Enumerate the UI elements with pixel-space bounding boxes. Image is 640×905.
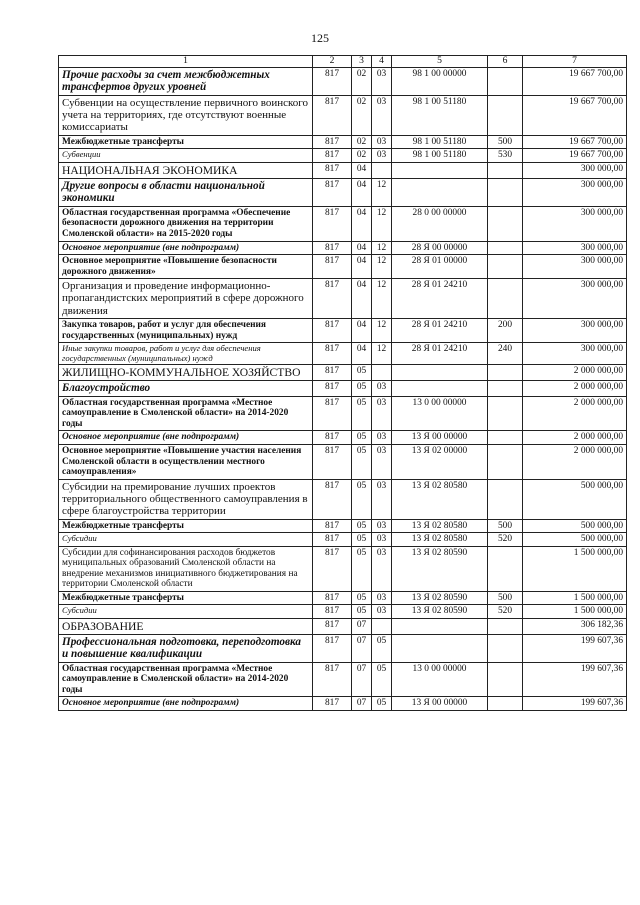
target-article-cell: 13 Я 02 80590	[392, 546, 488, 591]
ministry-code-cell: 817	[313, 343, 352, 365]
row-name-cell: Другие вопросы в области национальной экономики	[59, 178, 313, 206]
column-header: 3	[352, 56, 372, 68]
subsection-code-cell: 03	[372, 95, 392, 135]
expense-type-cell: 500	[488, 591, 523, 605]
section-code-cell: 05	[352, 396, 372, 431]
target-article-cell: 98 1 00 51180	[392, 95, 488, 135]
target-article-cell: 28 Я 00 00000	[392, 241, 488, 255]
page-number: 125	[311, 31, 329, 45]
amount-cell: 19 667 700,00	[523, 67, 627, 95]
expense-type-cell: 530	[488, 149, 523, 163]
table-row	[59, 319, 627, 343]
section-code-cell: 05	[352, 533, 372, 547]
ministry-code-cell: 817	[313, 605, 352, 619]
row-name-cell: Субвенции	[59, 149, 313, 163]
row-name-cell: Благоустройство	[59, 381, 313, 397]
expense-type-cell	[488, 479, 523, 519]
ministry-code-cell: 817	[313, 697, 352, 711]
expense-type-cell	[488, 279, 523, 319]
row-name-cell: ОБРАЗОВАНИЕ	[59, 618, 313, 634]
amount-cell: 199 607,36	[523, 697, 627, 711]
table-row	[59, 533, 627, 547]
ministry-code-cell: 817	[313, 135, 352, 149]
amount-cell: 500 000,00	[523, 533, 627, 547]
target-article-cell: 13 Я 02 80590	[392, 605, 488, 619]
section-code-cell: 04	[352, 279, 372, 319]
expense-type-cell	[488, 381, 523, 397]
section-code-cell: 05	[352, 479, 372, 519]
expense-type-cell	[488, 396, 523, 431]
ministry-code-cell: 817	[313, 162, 352, 178]
section-code-cell: 02	[352, 149, 372, 163]
amount-cell: 2 000 000,00	[523, 445, 627, 480]
row-name-cell: Основное мероприятие (вне подпрограмм)	[59, 697, 313, 711]
section-code-cell: 04	[352, 319, 372, 343]
row-name-cell: Иные закупки товаров, работ и услуг для обеспечения государственных (муниципальных) нужд	[59, 343, 313, 365]
row-name-cell: Межбюджетные трансферты	[59, 519, 313, 533]
amount-cell: 19 667 700,00	[523, 149, 627, 163]
subsection-code-cell: 03	[372, 135, 392, 149]
amount-cell: 300 000,00	[523, 178, 627, 206]
subsection-code-cell: 03	[372, 67, 392, 95]
table-row	[59, 479, 627, 519]
section-code-cell: 05	[352, 381, 372, 397]
subsection-code-cell	[372, 162, 392, 178]
target-article-cell	[392, 634, 488, 662]
expense-type-cell: 200	[488, 319, 523, 343]
expense-type-cell	[488, 618, 523, 634]
amount-cell: 199 607,36	[523, 634, 627, 662]
table-row	[59, 396, 627, 431]
section-code-cell: 04	[352, 255, 372, 279]
row-name-cell: Субсидии	[59, 533, 313, 547]
target-article-cell: 28 Я 01 24210	[392, 279, 488, 319]
expense-type-cell	[488, 178, 523, 206]
amount-cell: 300 000,00	[523, 241, 627, 255]
table-body	[59, 67, 627, 710]
amount-cell: 500 000,00	[523, 479, 627, 519]
target-article-cell: 13 Я 00 00000	[392, 431, 488, 445]
table-row	[59, 149, 627, 163]
amount-cell: 300 000,00	[523, 162, 627, 178]
table-row	[59, 95, 627, 135]
section-code-cell: 02	[352, 135, 372, 149]
ministry-code-cell: 817	[313, 431, 352, 445]
ministry-code-cell: 817	[313, 319, 352, 343]
subsection-code-cell: 12	[372, 343, 392, 365]
section-code-cell: 05	[352, 445, 372, 480]
ministry-code-cell: 817	[313, 634, 352, 662]
subsection-code-cell: 03	[372, 479, 392, 519]
amount-cell: 2 000 000,00	[523, 431, 627, 445]
amount-cell: 1 500 000,00	[523, 546, 627, 591]
section-code-cell: 04	[352, 162, 372, 178]
section-code-cell: 05	[352, 591, 372, 605]
subsection-code-cell: 12	[372, 319, 392, 343]
row-name-cell: Областная государственная программа «Обеспечение безопасности дорожного движения на территории Смоленской области» на 2015-2020 годы	[59, 206, 313, 241]
expense-type-cell	[488, 95, 523, 135]
section-code-cell: 07	[352, 697, 372, 711]
row-name-cell: Субсидии на премирование лучших проектов территориального общественного самоуправления в сфере благоустройства территории	[59, 479, 313, 519]
target-article-cell: 98 1 00 51180	[392, 149, 488, 163]
target-article-cell: 28 Я 01 00000	[392, 255, 488, 279]
row-name-cell: Профессиональная подготовка, переподготовка и повышение квалификации	[59, 634, 313, 662]
table-row	[59, 546, 627, 591]
expense-type-cell: 240	[488, 343, 523, 365]
ministry-code-cell: 817	[313, 95, 352, 135]
amount-cell: 300 000,00	[523, 255, 627, 279]
section-code-cell: 07	[352, 662, 372, 697]
target-article-cell	[392, 162, 488, 178]
amount-cell: 300 000,00	[523, 279, 627, 319]
target-article-cell: 13 Я 02 80580	[392, 479, 488, 519]
target-article-cell	[392, 365, 488, 381]
row-name-cell: ЖИЛИЩНО-КОММУНАЛЬНОЕ ХОЗЯЙСТВО	[59, 365, 313, 381]
row-name-cell: Основное мероприятие (вне подпрограмм)	[59, 431, 313, 445]
ministry-code-cell: 817	[313, 255, 352, 279]
table-row	[59, 431, 627, 445]
row-name-cell: Областная государственная программа «Местное самоуправление в Смоленской области» на 2014-2020 годы	[59, 396, 313, 431]
subsection-code-cell: 03	[372, 605, 392, 619]
table-row	[59, 381, 627, 397]
target-article-cell: 13 Я 02 00000	[392, 445, 488, 480]
subsection-code-cell: 03	[372, 591, 392, 605]
section-code-cell: 07	[352, 618, 372, 634]
target-article-cell: 28 Я 01 24210	[392, 319, 488, 343]
subsection-code-cell: 03	[372, 546, 392, 591]
amount-cell: 199 607,36	[523, 662, 627, 697]
table-row	[59, 206, 627, 241]
column-header: 1	[59, 56, 313, 68]
target-article-cell: 13 Я 00 00000	[392, 697, 488, 711]
subsection-code-cell: 03	[372, 445, 392, 480]
expense-type-cell	[488, 662, 523, 697]
ministry-code-cell: 817	[313, 365, 352, 381]
amount-cell: 300 000,00	[523, 343, 627, 365]
table-row	[59, 255, 627, 279]
expense-type-cell	[488, 365, 523, 381]
expense-type-cell: 520	[488, 605, 523, 619]
column-header: 5	[392, 56, 488, 68]
row-name-cell: Областная государственная программа «Местное самоуправление в Смоленской области» на 2014-2020 годы	[59, 662, 313, 697]
table-row	[59, 697, 627, 711]
amount-cell: 1 500 000,00	[523, 605, 627, 619]
ministry-code-cell: 817	[313, 533, 352, 547]
subsection-code-cell: 03	[372, 396, 392, 431]
target-article-cell: 13 0 00 00000	[392, 396, 488, 431]
target-article-cell: 13 Я 02 80590	[392, 591, 488, 605]
ministry-code-cell: 817	[313, 206, 352, 241]
ministry-code-cell: 817	[313, 67, 352, 95]
row-name-cell: Основное мероприятие «Повышение безопасности дорожного движения»	[59, 255, 313, 279]
table-row	[59, 519, 627, 533]
table-row	[59, 162, 627, 178]
subsection-code-cell	[372, 365, 392, 381]
section-code-cell: 05	[352, 519, 372, 533]
table-row	[59, 343, 627, 365]
expense-type-cell	[488, 431, 523, 445]
subsection-code-cell: 05	[372, 697, 392, 711]
amount-cell: 19 667 700,00	[523, 135, 627, 149]
expense-type-cell	[488, 634, 523, 662]
column-header: 7	[523, 56, 627, 68]
target-article-cell: 28 Я 01 24210	[392, 343, 488, 365]
column-header: 6	[488, 56, 523, 68]
row-name-cell: НАЦИОНАЛЬНАЯ ЭКОНОМИКА	[59, 162, 313, 178]
row-name-cell: Основное мероприятие (вне подпрограмм)	[59, 241, 313, 255]
subsection-code-cell: 12	[372, 279, 392, 319]
ministry-code-cell: 817	[313, 279, 352, 319]
table-header-row	[59, 56, 627, 68]
row-name-cell: Закупка товаров, работ и услуг для обеспечения государственных (муниципальных) нужд	[59, 319, 313, 343]
section-code-cell: 04	[352, 343, 372, 365]
table-row	[59, 591, 627, 605]
table-row	[59, 365, 627, 381]
expense-type-cell	[488, 241, 523, 255]
table-row	[59, 67, 627, 95]
ministry-code-cell: 817	[313, 519, 352, 533]
expense-type-cell: 520	[488, 533, 523, 547]
target-article-cell	[392, 618, 488, 634]
table-row	[59, 605, 627, 619]
budget-table	[58, 55, 627, 711]
section-code-cell: 05	[352, 605, 372, 619]
subsection-code-cell: 12	[372, 206, 392, 241]
subsection-code-cell: 05	[372, 634, 392, 662]
section-code-cell: 04	[352, 178, 372, 206]
expense-type-cell	[488, 206, 523, 241]
expense-type-cell	[488, 697, 523, 711]
expense-type-cell	[488, 255, 523, 279]
amount-cell: 500 000,00	[523, 519, 627, 533]
amount-cell: 300 000,00	[523, 206, 627, 241]
subsection-code-cell	[372, 618, 392, 634]
ministry-code-cell: 817	[313, 445, 352, 480]
ministry-code-cell: 817	[313, 241, 352, 255]
row-name-cell: Межбюджетные трансферты	[59, 591, 313, 605]
table-row	[59, 178, 627, 206]
section-code-cell: 04	[352, 206, 372, 241]
target-article-cell: 13 0 00 00000	[392, 662, 488, 697]
ministry-code-cell: 817	[313, 618, 352, 634]
target-article-cell: 98 1 00 51180	[392, 135, 488, 149]
table-row	[59, 634, 627, 662]
subsection-code-cell: 03	[372, 381, 392, 397]
expense-type-cell	[488, 445, 523, 480]
table-row	[59, 618, 627, 634]
table-row	[59, 662, 627, 697]
target-article-cell	[392, 178, 488, 206]
row-name-cell: Субсидии	[59, 605, 313, 619]
subsection-code-cell: 12	[372, 255, 392, 279]
amount-cell: 1 500 000,00	[523, 591, 627, 605]
section-code-cell: 05	[352, 365, 372, 381]
expense-type-cell: 500	[488, 135, 523, 149]
ministry-code-cell: 817	[313, 546, 352, 591]
amount-cell: 2 000 000,00	[523, 381, 627, 397]
row-name-cell: Основное мероприятие «Повышение участия населения Смоленской области в осуществлении местного самоуправления»	[59, 445, 313, 480]
subsection-code-cell: 12	[372, 241, 392, 255]
row-name-cell: Прочие расходы за счет межбюджетных трансфертов других уровней	[59, 67, 313, 95]
ministry-code-cell: 817	[313, 178, 352, 206]
amount-cell: 2 000 000,00	[523, 396, 627, 431]
amount-cell: 19 667 700,00	[523, 95, 627, 135]
section-code-cell: 04	[352, 241, 372, 255]
table-row	[59, 135, 627, 149]
amount-cell: 2 000 000,00	[523, 365, 627, 381]
row-name-cell: Организация и проведение информационно-пропагандистских мероприятий в сфере дорожного движения	[59, 279, 313, 319]
column-header: 2	[313, 56, 352, 68]
amount-cell: 300 000,00	[523, 319, 627, 343]
section-code-cell: 02	[352, 95, 372, 135]
target-article-cell: 13 Я 02 80580	[392, 533, 488, 547]
ministry-code-cell: 817	[313, 479, 352, 519]
section-code-cell: 05	[352, 431, 372, 445]
ministry-code-cell: 817	[313, 396, 352, 431]
expense-type-cell: 500	[488, 519, 523, 533]
row-name-cell: Субсидии для софинансирования расходов бюджетов муниципальных образований Смоленской области на внедрение механизмов инициативного бюджетирования на территории Смоленской области	[59, 546, 313, 591]
row-name-cell: Субвенции на осуществление первичного воинского учета на территориях, где отсутствуют военные комиссариаты	[59, 95, 313, 135]
target-article-cell: 98 1 00 00000	[392, 67, 488, 95]
section-code-cell: 07	[352, 634, 372, 662]
expense-type-cell	[488, 67, 523, 95]
subsection-code-cell: 05	[372, 662, 392, 697]
amount-cell: 306 182,36	[523, 618, 627, 634]
row-name-cell: Межбюджетные трансферты	[59, 135, 313, 149]
subsection-code-cell: 12	[372, 178, 392, 206]
subsection-code-cell: 03	[372, 149, 392, 163]
ministry-code-cell: 817	[313, 591, 352, 605]
subsection-code-cell: 03	[372, 533, 392, 547]
expense-type-cell	[488, 546, 523, 591]
ministry-code-cell: 817	[313, 662, 352, 697]
target-article-cell: 28 0 00 00000	[392, 206, 488, 241]
target-article-cell	[392, 381, 488, 397]
ministry-code-cell: 817	[313, 149, 352, 163]
column-header: 4	[372, 56, 392, 68]
subsection-code-cell: 03	[372, 519, 392, 533]
ministry-code-cell: 817	[313, 381, 352, 397]
table-row	[59, 279, 627, 319]
target-article-cell: 13 Я 02 80580	[392, 519, 488, 533]
table-row	[59, 241, 627, 255]
subsection-code-cell: 03	[372, 431, 392, 445]
section-code-cell: 02	[352, 67, 372, 95]
section-code-cell: 05	[352, 546, 372, 591]
table-row	[59, 445, 627, 480]
expense-type-cell	[488, 162, 523, 178]
